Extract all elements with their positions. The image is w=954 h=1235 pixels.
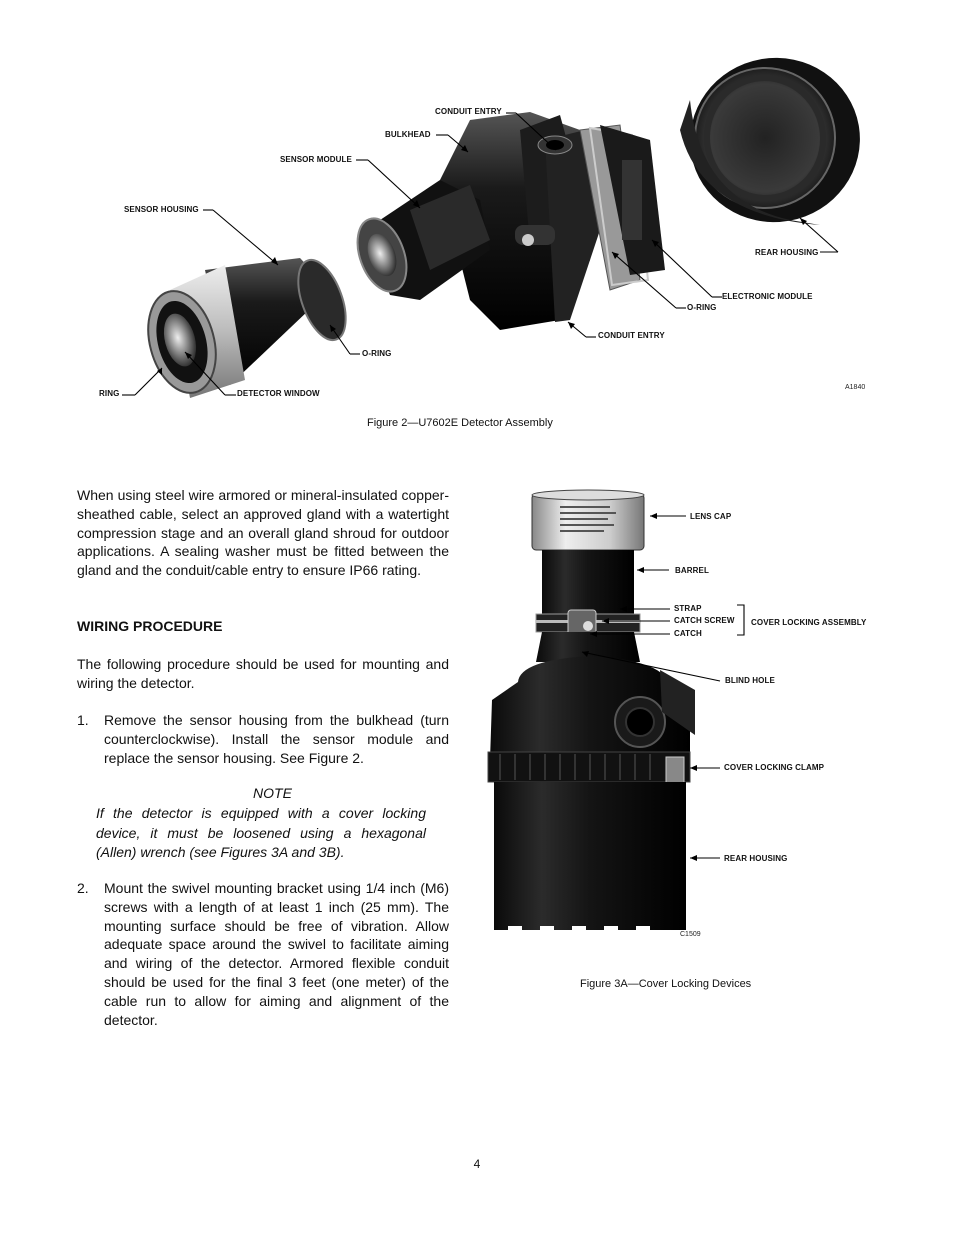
label-conduit-entry-top: CONDUIT ENTRY [435,107,502,116]
note-title: NOTE [253,785,292,801]
list-item-number: 1. [77,712,89,728]
list-item-text: Remove the sensor housing from the bulkhead (turn counterclockwise). Install the sensor module and replace the sensor housing. See Figure 2. [104,712,449,766]
list-item-number: 2. [77,880,89,896]
label-sensor-housing: SENSOR HOUSING [124,205,199,214]
label-bulkhead: BULKHEAD [385,130,431,139]
label-catch: CATCH [674,629,702,638]
list-item-text: Mount the swivel mounting bracket using 1/4 inch (M6) screws with a length of at least 1 inch (25 mm). The mounting surface should be free of vibration. Allow adequate space around the swivel to facilitate aiming and wiring of the detector. Armored flexible conduit should be used for the final 3 feet (one meter) of the cable run to allow for aiming and alignment of the detector. [104,880,449,1028]
label-blind-hole: BLIND HOLE [725,676,775,685]
label-o-ring-right: O-RING [687,303,717,312]
note-text: If the detector is equipped with a cover locking device, it must be loosened using a hexagonal (Allen) wrench (see Figures 3A and 3B). [96,805,426,860]
figure-2-id: A1840 [845,384,866,391]
label-sensor-module: SENSOR MODULE [280,155,352,164]
label-barrel: BARREL [675,566,709,575]
label-electronic-module: ELECTRONIC MODULE [722,292,813,301]
figure-2-caption: Figure 2—U7602E Detector Assembly [367,417,553,429]
label-detector-window: DETECTOR WINDOW [237,389,320,398]
label-strap: STRAP [674,604,702,613]
label-cover-locking-clamp: COVER LOCKING CLAMP [724,763,825,772]
paragraph-cable-gland: When using steel wire armored or mineral-insulated copper-sheathed cable, select an approved gland with a watertight compression stage and an overall gland shroud for outdoor applications. A sealing washer must be fitted between the gland and the conduit/cable entry to ensure IP66 rating. [77,487,449,579]
paragraph-procedure-intro: The following procedure should be used for mounting and wiring the detector. [77,656,449,691]
label-o-ring-left: O-RING [362,349,392,358]
label-catch-screw: CATCH SCREW [674,616,735,625]
label-cover-locking-assembly: COVER LOCKING ASSEMBLY [751,618,867,627]
label-rear-housing-3a: REAR HOUSING [724,854,788,863]
label-rear-housing: REAR HOUSING [755,248,819,257]
figure-3a-caption: Figure 3A—Cover Locking Devices [580,978,752,990]
figure-3a-id: C1509 [680,931,701,938]
label-lens-cap: LENS CAP [690,512,732,521]
section-heading-wiring-procedure: WIRING PROCEDURE [77,618,223,634]
label-conduit-entry-bottom: CONDUIT ENTRY [598,331,665,340]
page-number: 4 [473,1157,481,1171]
label-ring: RING [99,389,120,398]
